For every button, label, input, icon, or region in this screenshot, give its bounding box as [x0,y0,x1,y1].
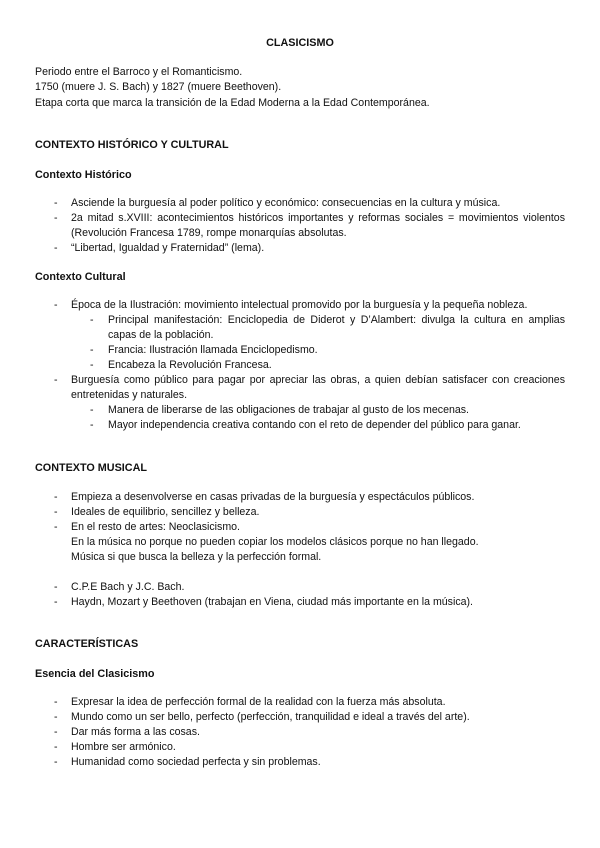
list-item: - Ideales de equilibrio, sencillez y belleza. [35,505,565,520]
intro-line: 1750 (muere J. S. Bach) y 1827 (muere Beethoven). [35,81,282,94]
list-item: - Expresar la idea de perfección formal de la realidad con la fuerza más absoluta. [35,695,565,710]
list-item: - “Libertad, Igualdad y Fraternidad” (lema). [35,241,565,256]
list-item: - Hombre ser armónico. [35,740,565,755]
page-title: CLASICISMO [266,37,334,49]
list-item: - Haydn, Mozart y Beethoven (trabajan en Viena, ciudad más importante en la música). [35,595,565,610]
list-contexto-musical [35,490,565,610]
subheading-esencia: Esencia del Clasicismo [35,668,155,680]
list-subitem: - Francia: Ilustración llamada Enciclopedismo. [35,343,565,358]
section-heading-contexto: CONTEXTO HISTÓRICO Y CULTURAL [35,139,229,151]
list-esencia [35,695,565,770]
intro-paragraph [35,65,575,111]
list-item: - Humanidad como sociedad perfecta y sin problemas. [35,755,565,770]
list-item: - Mundo como un ser bello, perfecto (perfección, tranquilidad e ideal a través del arte). [35,710,565,725]
list-item: - En el resto de artes: Neoclasicismo. [35,520,565,535]
list-item: - Empieza a desenvolverse en casas privadas de la burguesía y espectáculos públicos. [35,490,565,505]
subheading-contexto-cultural: Contexto Cultural [35,271,126,283]
list-item: - Asciende la burguesía al poder político y económico: consecuencias en la cultura y música. [35,196,565,211]
list-subitem: - Manera de liberarse de las obligaciones de trabajar al gusto de los mecenas. [35,403,565,418]
subheading-contexto-historico: Contexto Histórico [35,169,132,181]
list-contexto-historico [35,196,565,256]
list-item: - Burguesía como público para pagar por apreciar las obras, a quien debían satisfacer con creaciones entretenidas y naturales. [35,373,565,403]
section-heading-caracteristicas: CARACTERÍSTICAS [35,638,139,650]
list-subitem: - Encabeza la Revolución Francesa. [35,358,565,373]
list-item-continuation: En la música no porque no pueden copiar los modelos clásicos porque no han llegado. [71,536,479,548]
list-item-continuation: Música si que busca la belleza y la perfección formal. [71,551,322,563]
list-subitem: - Principal manifestación: Enciclopedia de Diderot y D’Alambert: divulga la cultura en amplias capas de la población. [35,313,565,343]
list-contexto-cultural [35,298,565,433]
list-item: - C.P.E Bach y J.C. Bach. [35,580,565,595]
list-item: - Dar más forma a las cosas. [35,725,565,740]
intro-line: Periodo entre el Barroco y el Romanticismo. [35,66,243,78]
list-item: - Época de la Ilustración: movimiento intelectual promovido por la burguesía y la pequeña nobleza. [35,298,565,313]
list-subitem: - Mayor independencia creativa contando con el reto de depender del público para ganar. [35,418,565,433]
section-heading-musical: CONTEXTO MUSICAL [35,462,147,474]
list-item: - 2a mitad s.XVIII: acontecimientos históricos importantes y reformas sociales = movimientos violentos (Revolución Francesa 1789, rompe monarquías absolutas. [35,211,565,241]
intro-line: Etapa corta que marca la transición de la Edad Moderna a la Edad Contemporánea. [35,96,430,109]
